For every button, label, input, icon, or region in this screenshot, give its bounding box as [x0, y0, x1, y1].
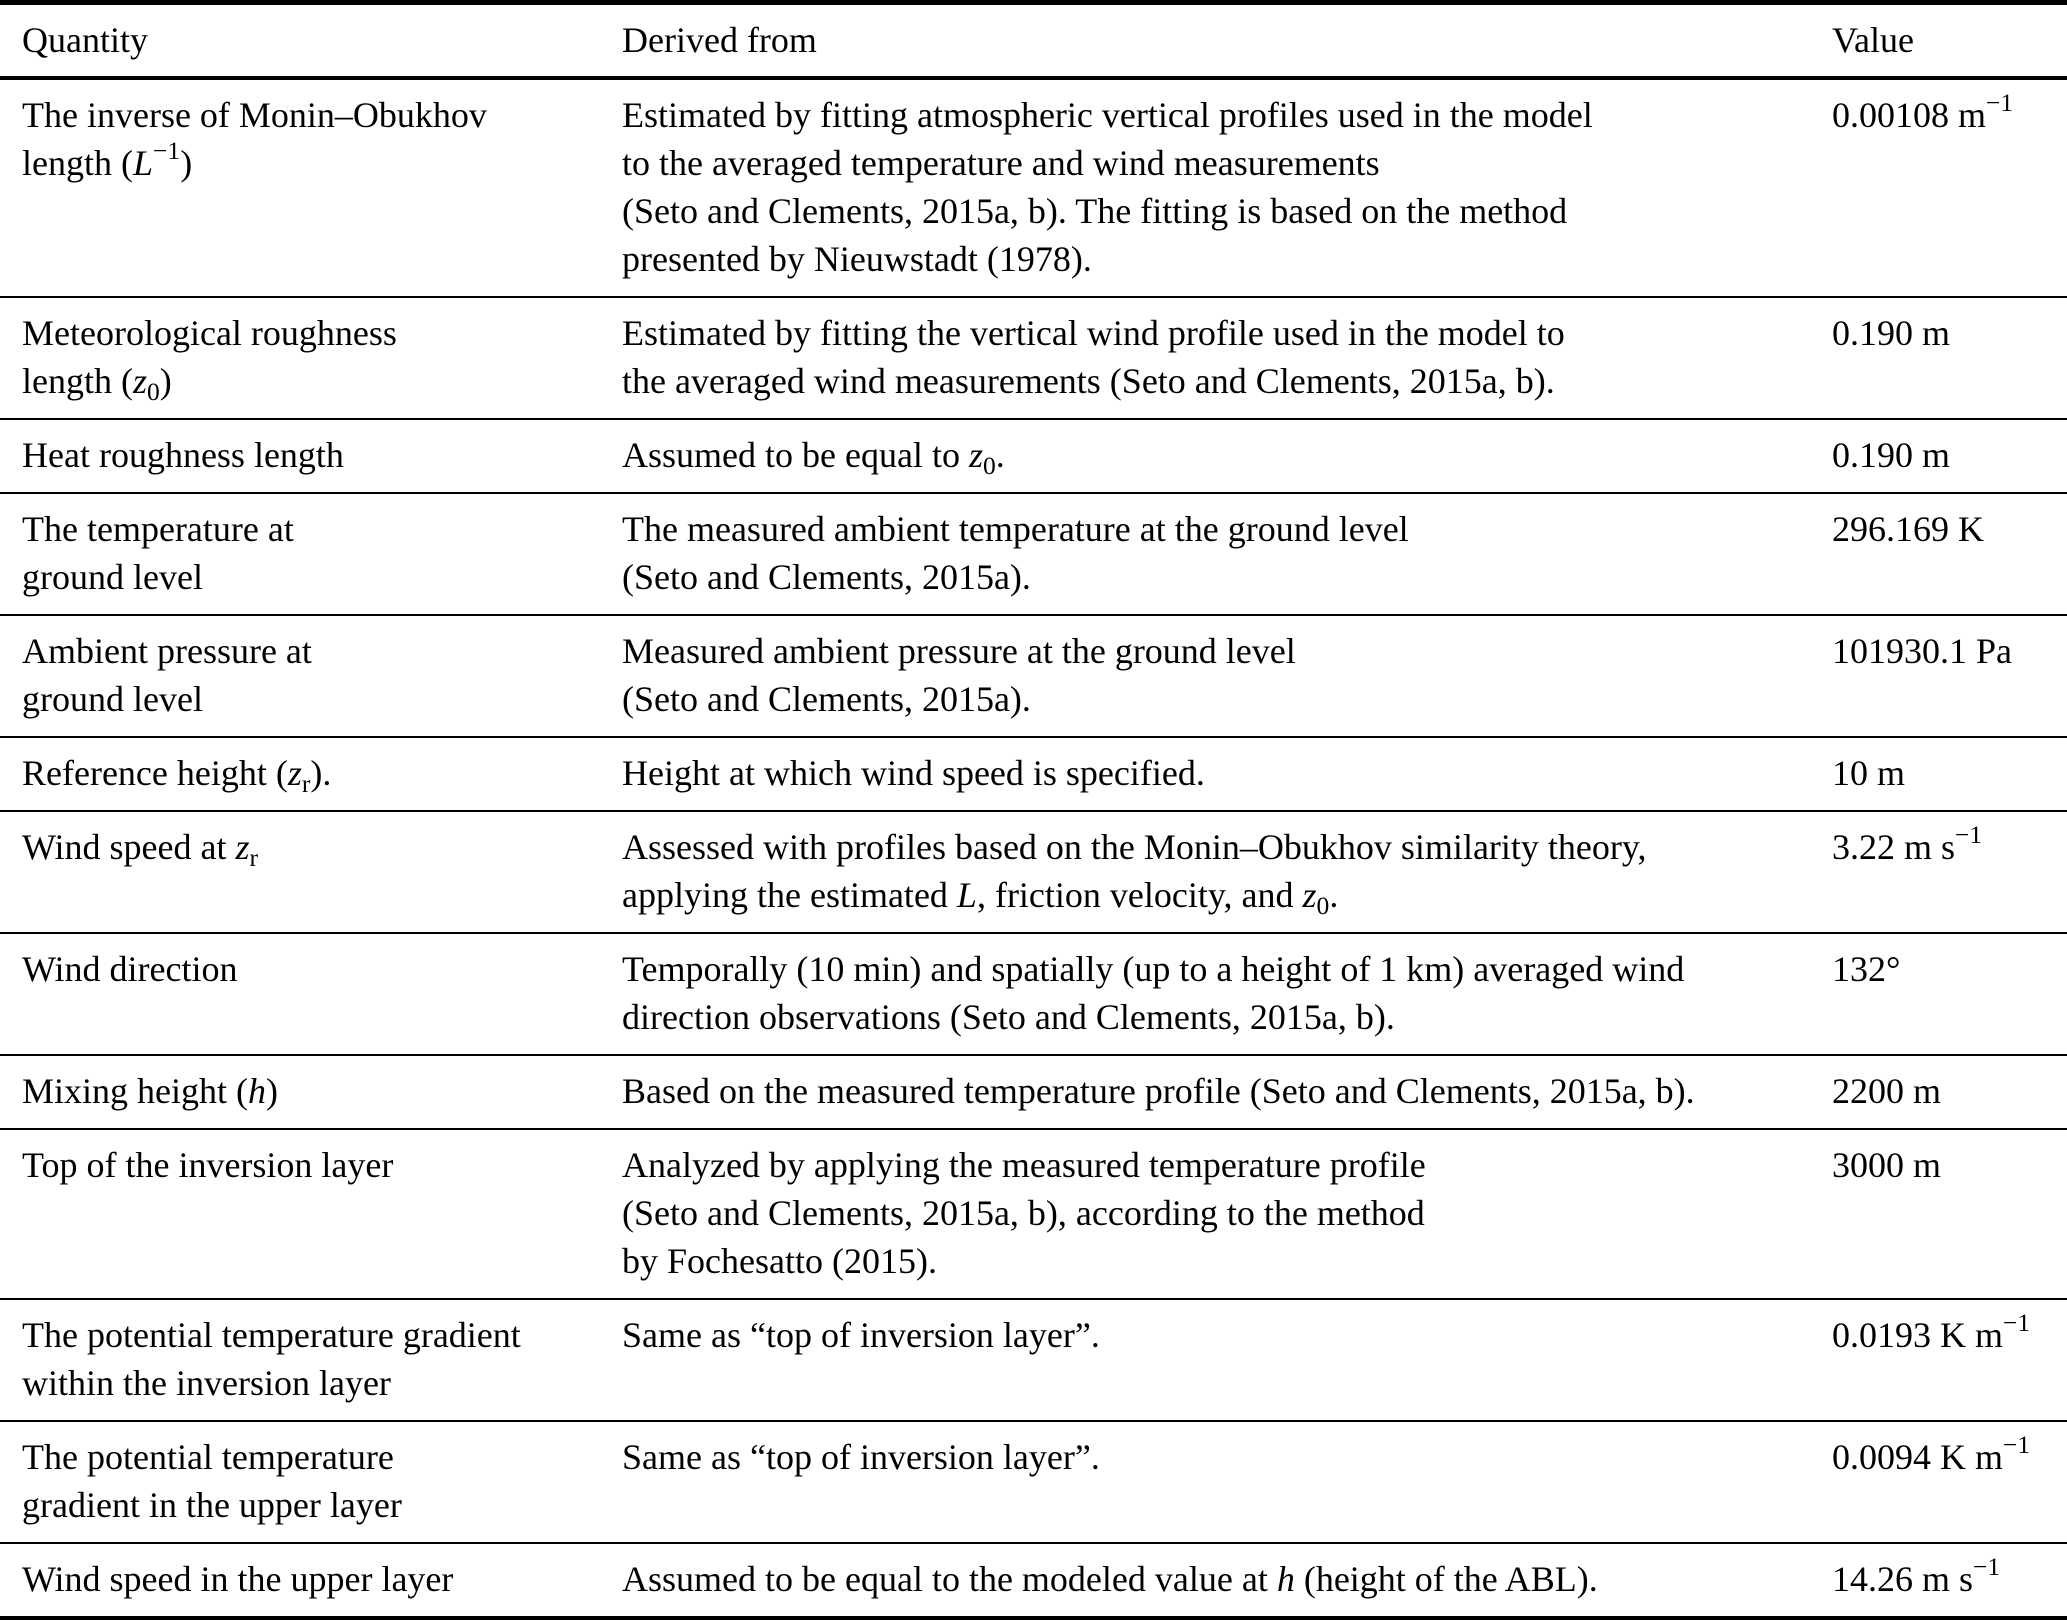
- table-row: [0, 615, 2067, 737]
- text-segment: The measured ambient temperature at the ground level: [622, 509, 1409, 549]
- text-segment: (Seto and Clements, 2015a, b), according to the method: [622, 1193, 1425, 1233]
- quantity-cell: [0, 1055, 600, 1129]
- text-segment: length (: [22, 143, 133, 183]
- table-row: [0, 78, 2067, 297]
- table-body: [0, 78, 2067, 1618]
- text-segment: 101930.1 Pa: [1832, 631, 2012, 671]
- quantity-cell: [0, 1129, 600, 1299]
- text-segment: 2200 m: [1832, 1071, 1942, 1111]
- superscript: −1: [2003, 1430, 2031, 1460]
- text-segment: 296.169 K: [1832, 509, 1984, 549]
- value-cell: [1810, 1299, 2067, 1421]
- text-segment: (Seto and Clements, 2015a, b). The fitting is based on the method: [622, 191, 1568, 231]
- derived-from-cell: [600, 297, 1810, 419]
- text-segment: The potential temperature: [22, 1437, 394, 1477]
- derived-from-cell: [600, 1543, 1810, 1618]
- text-segment: 0.00108 m: [1832, 95, 1987, 135]
- table-row: [0, 737, 2067, 811]
- text-segment: (height of the ABL).: [1294, 1559, 1598, 1599]
- value-cell: [1810, 1421, 2067, 1543]
- text-segment: Ambient pressure at: [22, 631, 312, 671]
- superscript: −1: [1986, 88, 2014, 118]
- math-variable: z: [132, 361, 147, 401]
- math-variable: h: [247, 1071, 266, 1111]
- subscript: r: [249, 843, 259, 873]
- text-segment: to the averaged temperature and wind measurements: [622, 143, 1380, 183]
- derived-from-cell: [600, 737, 1810, 811]
- text-segment: The temperature at: [22, 509, 294, 549]
- table-row: [0, 1055, 2067, 1129]
- table-row: [0, 1299, 2067, 1421]
- text-segment: ): [265, 1071, 278, 1111]
- text-segment: 0.0193 K m: [1832, 1315, 2003, 1355]
- text-segment: Wind direction: [22, 949, 238, 989]
- value-cell: [1810, 933, 2067, 1055]
- text-segment: Based on the measured temperature profile (Seto and Clements, 2015a, b).: [622, 1071, 1695, 1111]
- quantity-cell: [0, 811, 600, 933]
- subscript: r: [301, 769, 311, 799]
- derived-from-cell: [600, 1421, 1810, 1543]
- text-segment: 3000 m: [1832, 1145, 1942, 1185]
- text-segment: Reference height (: [22, 753, 288, 793]
- text-segment: Top of the inversion layer: [22, 1145, 394, 1185]
- text-segment: Assumed to be equal to: [622, 435, 969, 475]
- table-row: [0, 1543, 2067, 1618]
- text-segment: applying the estimated: [622, 875, 957, 915]
- table-row: [0, 493, 2067, 615]
- quantity-cell: [0, 1421, 600, 1543]
- math-variable: L: [956, 875, 977, 915]
- value-cell: [1810, 1543, 2067, 1618]
- column-header-value: Value: [1810, 3, 2067, 79]
- text-segment: presented by Nieuwstadt (1978).: [622, 239, 1092, 279]
- text-segment: Analyzed by applying the measured temperature profile: [622, 1145, 1426, 1185]
- value-cell: [1810, 1055, 2067, 1129]
- superscript: −1: [1955, 820, 1983, 850]
- text-segment: direction observations (Seto and Clements, 2015a, b).: [622, 997, 1395, 1037]
- text-segment: 0.0094 K m: [1832, 1437, 2003, 1477]
- quantity-cell: [0, 1543, 600, 1618]
- text-segment: .: [1329, 875, 1339, 915]
- text-segment: .: [995, 435, 1005, 475]
- derived-from-cell: [600, 1129, 1810, 1299]
- text-segment: Mixing height (: [22, 1071, 248, 1111]
- text-segment: 3.22 m s: [1832, 827, 1956, 867]
- quantity-cell: [0, 493, 600, 615]
- text-segment: Assumed to be equal to the modeled value at: [622, 1559, 1277, 1599]
- text-segment: 132°: [1832, 949, 1901, 989]
- text-segment: the averaged wind measurements (Seto and Clements, 2015a, b).: [622, 361, 1555, 401]
- table-row: [0, 811, 2067, 933]
- text-segment: Estimated by fitting atmospheric vertical profiles used in the model: [622, 95, 1593, 135]
- derived-from-cell: [600, 615, 1810, 737]
- text-segment: ground level: [22, 679, 203, 719]
- text-segment: The inverse of Monin–Obukhov: [22, 95, 487, 135]
- text-segment: 0.190 m: [1832, 313, 1951, 353]
- quantity-cell: [0, 1299, 600, 1421]
- table-row: [0, 1129, 2067, 1299]
- text-segment: ground level: [22, 557, 203, 597]
- text-segment: Measured ambient pressure at the ground level: [622, 631, 1296, 671]
- table-row: [0, 1421, 2067, 1543]
- derived-from-cell: [600, 493, 1810, 615]
- text-segment: Same as “top of inversion layer”.: [622, 1437, 1100, 1477]
- text-segment: length (: [22, 361, 133, 401]
- math-variable: L: [132, 143, 154, 183]
- text-segment: Wind speed in the upper layer: [22, 1559, 454, 1599]
- value-cell: [1810, 493, 2067, 615]
- math-variable: z: [287, 753, 302, 793]
- text-segment: , friction velocity, and: [976, 875, 1303, 915]
- text-segment: Same as “top of inversion layer”.: [622, 1315, 1100, 1355]
- text-segment: 10 m: [1832, 753, 1906, 793]
- table-row: [0, 933, 2067, 1055]
- value-cell: [1810, 419, 2067, 493]
- text-segment: Height at which wind speed is specified.: [622, 753, 1205, 793]
- value-cell: [1810, 78, 2067, 297]
- value-cell: [1810, 811, 2067, 933]
- text-segment: Temporally (10 min) and spatially (up to a height of 1 km) averaged wind: [622, 949, 1685, 989]
- text-segment: 14.26 m s: [1832, 1559, 1974, 1599]
- quantity-cell: [0, 78, 600, 297]
- subscript: 0: [1316, 891, 1330, 921]
- derived-from-cell: [600, 933, 1810, 1055]
- text-segment: Assessed with profiles based on the Monin–Obukhov similarity theory,: [622, 827, 1647, 867]
- value-cell: [1810, 297, 2067, 419]
- table-row: [0, 419, 2067, 493]
- text-segment: The potential temperature gradient: [22, 1315, 521, 1355]
- text-segment: gradient in the upper layer: [22, 1485, 402, 1525]
- text-segment: within the inversion layer: [22, 1363, 391, 1403]
- quantity-cell: [0, 419, 600, 493]
- text-segment: Meteorological roughness: [22, 313, 397, 353]
- derived-from-cell: [600, 78, 1810, 297]
- derived-from-cell: [600, 1299, 1810, 1421]
- subscript: 0: [147, 377, 160, 407]
- table-header: [0, 3, 2067, 79]
- text-segment: Wind speed at: [22, 827, 236, 867]
- text-segment: Estimated by fitting the vertical wind profile used in the model to: [622, 313, 1565, 353]
- subscript: 0: [982, 451, 996, 481]
- column-header-quantity: Quantity: [0, 3, 600, 79]
- column-header-derived-from: Derived from: [600, 3, 1810, 79]
- superscript: −1: [153, 136, 181, 166]
- text-segment: 0.190 m: [1832, 435, 1951, 475]
- math-variable: z: [235, 827, 250, 867]
- derived-from-cell: [600, 419, 1810, 493]
- math-variable: z: [968, 435, 983, 475]
- text-segment: by Fochesatto (2015).: [622, 1241, 937, 1281]
- quantity-cell: [0, 297, 600, 419]
- value-cell: [1810, 1129, 2067, 1299]
- derived-from-cell: [600, 1055, 1810, 1129]
- superscript: −1: [1973, 1552, 2001, 1582]
- value-cell: [1810, 737, 2067, 811]
- text-segment: (Seto and Clements, 2015a).: [622, 679, 1031, 719]
- table-row: [0, 297, 2067, 419]
- math-variable: z: [1302, 875, 1317, 915]
- quantity-cell: [0, 737, 600, 811]
- header-row: [0, 3, 2067, 79]
- text-segment: (Seto and Clements, 2015a).: [622, 557, 1031, 597]
- text-segment: ): [180, 143, 193, 183]
- derived-from-cell: [600, 811, 1810, 933]
- superscript: −1: [2003, 1308, 2031, 1338]
- value-cell: [1810, 615, 2067, 737]
- quantity-cell: [0, 933, 600, 1055]
- text-segment: ): [159, 361, 172, 401]
- math-variable: h: [1276, 1559, 1295, 1599]
- text-segment: ).: [310, 753, 332, 793]
- text-segment: Heat roughness length: [22, 435, 344, 475]
- quantity-cell: [0, 615, 600, 737]
